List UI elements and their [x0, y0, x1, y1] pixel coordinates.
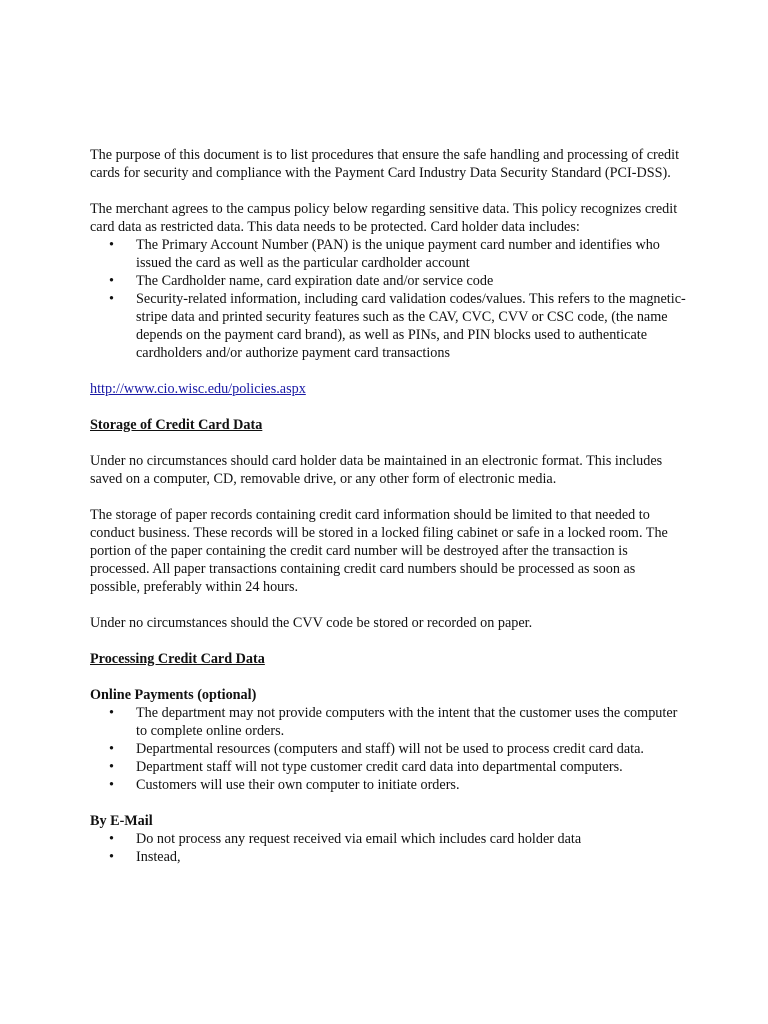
- storage-paragraph-cvv: Under no circumstances should the CVV code be stored or recorded on paper.: [90, 615, 533, 631]
- online-payments-list-item: • Customers will use their own computer to initiate orders.: [136, 776, 688, 794]
- email-list-item: • Do not process any request received via email which includes card holder data: [136, 830, 688, 848]
- policy-list-item: • The Cardholder name, card expiration date and/or service code: [136, 272, 688, 290]
- policy-link-paragraph: [90, 380, 688, 398]
- processing-heading: Processing Credit Card Data: [90, 651, 265, 667]
- online-payments-heading: Online Payments (optional): [90, 687, 257, 703]
- storage-paragraph-paper: The storage of paper records containing credit card information should be limited to that needed to conduct business. These records will be stored in a locked filing cabinet or safe in a locked room. The portion of the paper containing the credit card number will be destroyed after the transaction is processed. All paper transactions containing credit card numbers should be processed as soon as possible, preferably within 24 hours.: [90, 507, 668, 595]
- online-payments-list-item: • Departmental resources (computers and staff) will not be used to process credit card data.: [136, 740, 688, 758]
- email-list: [90, 830, 688, 866]
- policy-link[interactable]: http://www.cio.wisc.edu/policies.aspx: [90, 381, 306, 397]
- online-payments-list: [90, 704, 688, 794]
- policy-list-item: • Security-related information, including card validation codes/values. This refers to the magnetic-stripe data and printed security features such as the CAV, CVC, CVV or CSC code, (the name depends on the payment card brand), as well as PINs, and PIN blocks used to authenticate cardholders and/or authorize payment card transactions: [136, 290, 688, 362]
- storage-paragraph-electronic: Under no circumstances should card holder data be maintained in an electronic format. This includes saved on a computer, CD, removable drive, or any other form of electronic media.: [90, 453, 663, 487]
- policy-intro-paragraph: The merchant agrees to the campus policy below regarding sensitive data. This policy recognizes credit card data as restricted data. This data needs to be protected. Card holder data includes:: [90, 201, 678, 235]
- storage-heading: Storage of Credit Card Data: [90, 417, 263, 433]
- email-list-item: • Instead,: [136, 848, 688, 866]
- online-payments-list-item: • The department may not provide computers with the intent that the customer uses the computer to complete online orders.: [136, 704, 688, 740]
- email-heading: By E-Mail: [90, 813, 153, 829]
- policy-list-item: • The Primary Account Number (PAN) is the unique payment card number and identifies who issued the card as well as the particular cardholder account: [136, 236, 688, 272]
- online-payments-list-item: • Department staff will not type customer credit card data into departmental computers.: [136, 758, 688, 776]
- policy-list: [90, 236, 688, 362]
- intro-paragraph: The purpose of this document is to list procedures that ensure the safe handling and processing of credit cards for security and compliance with the Payment Card Industry Data Security Standard (PCI-DSS).: [90, 147, 680, 181]
